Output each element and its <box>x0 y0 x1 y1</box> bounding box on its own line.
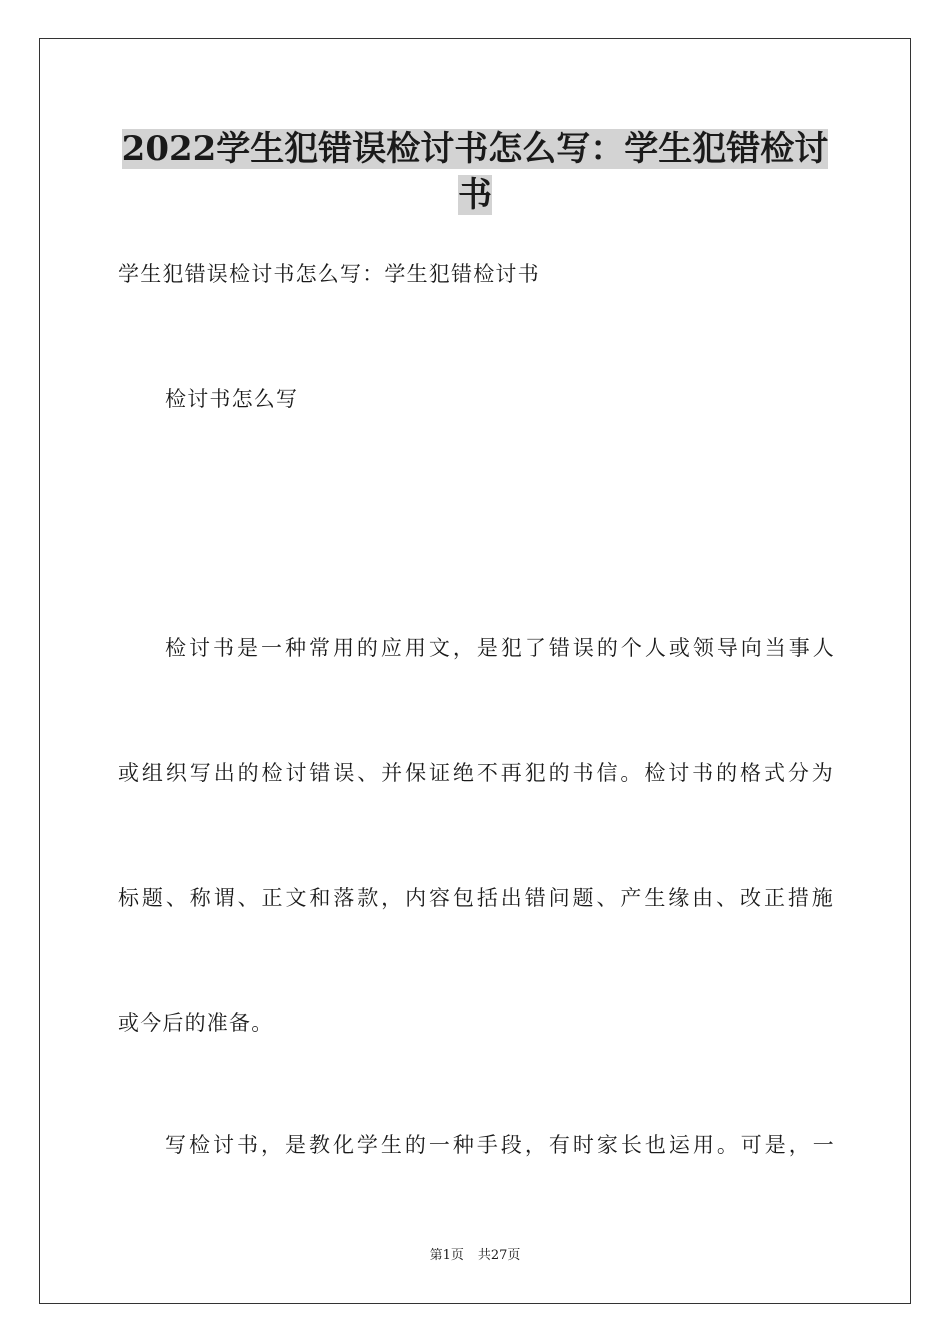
paragraph-1-line-3: 标题、称谓、正文和落款，内容包括出错问题、产生缘由、改正措施 <box>118 886 834 910</box>
subtitle: 学生犯错误检讨书怎么写：学生犯错检讨书 <box>118 262 540 286</box>
paragraph-2-line-1: 写检讨书，是教化学生的一种手段，有时家长也运用。可是，一 <box>165 1133 835 1157</box>
page-number: 第1页 <box>429 1248 464 1263</box>
title-line-1: 2022学生犯错误检讨书怎么写：学生犯错检讨 <box>121 129 829 169</box>
section-heading: 检讨书怎么写 <box>165 387 299 411</box>
page-footer <box>0 1247 950 1265</box>
document-title <box>100 126 850 218</box>
page-border <box>39 38 911 1304</box>
page-total: 共27页 <box>477 1248 521 1263</box>
paragraph-1-line-1: 检讨书是一种常用的应用文，是犯了错误的个人或领导向当事人 <box>165 636 835 660</box>
paragraph-1-line-4: 或今后的准备。 <box>118 1011 274 1035</box>
title-line-2: 书 <box>458 175 492 215</box>
paragraph-1-line-2: 或组织写出的检讨错误、并保证绝不再犯的书信。检讨书的格式分为 <box>118 761 834 785</box>
